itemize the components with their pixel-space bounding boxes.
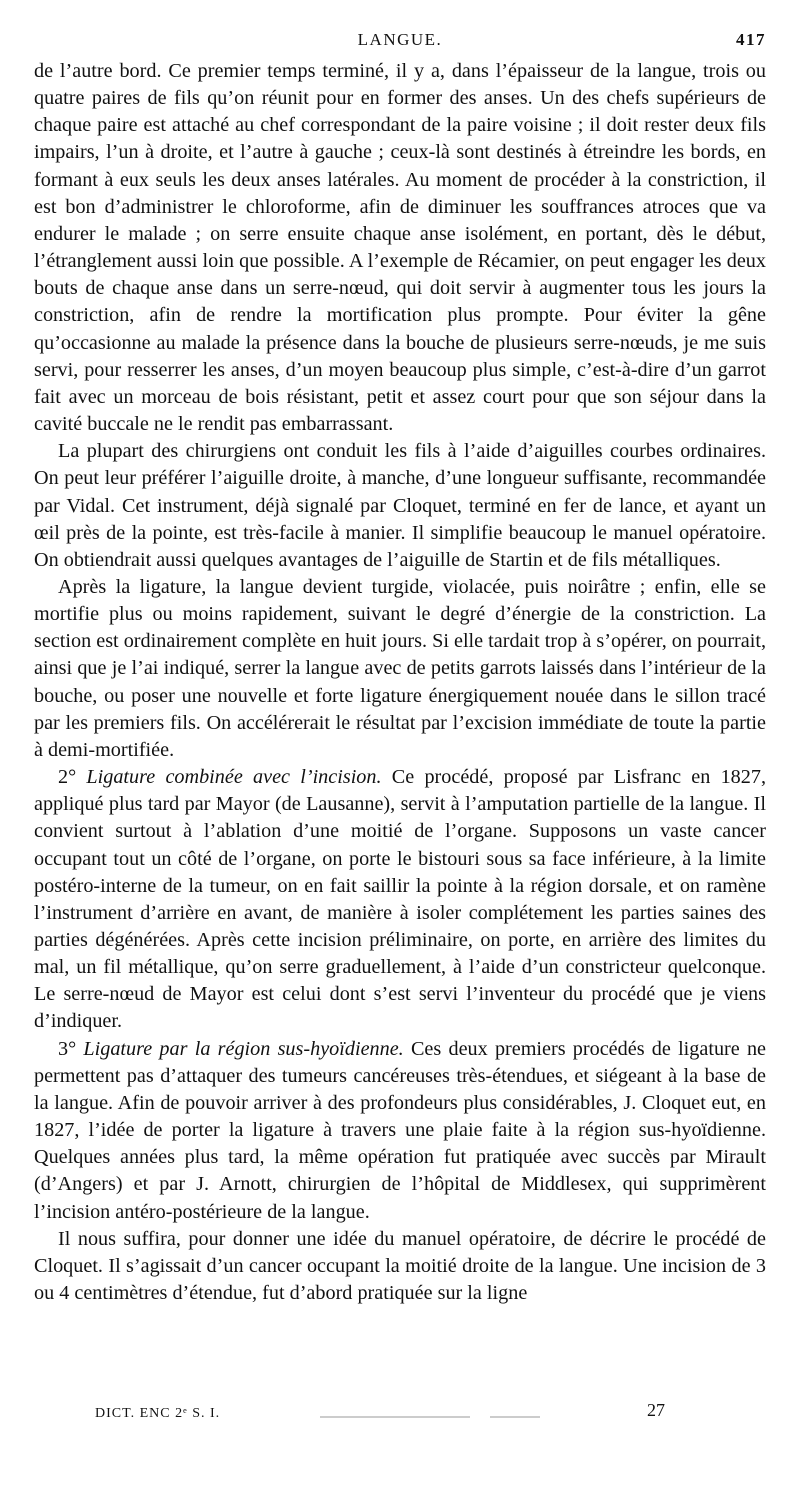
- page-number: 417: [736, 30, 766, 49]
- body-text: [34, 58, 766, 1307]
- running-head: [34, 30, 766, 58]
- paragraph: [34, 58, 766, 438]
- paragraph: [34, 1036, 766, 1226]
- print-smudge: [320, 1416, 470, 1418]
- paragraph: [34, 574, 766, 764]
- paragraph-text: de l’autre bord. Ce premier temps terminé, il y a, dans l’épaisseur de la langue, trois ou quatre paires de fils qu’on réunit pour en former des anses. Un des chefs supérieurs de chaque paire est attaché au chef correspondant de la paire voisine ; il doit rester deux fils impairs, l’un à droite, et l’autre à gauche ; ceux-là sont destinés à étreindre les bords, en formant à eux seuls les deux anses latérales. Au moment de procéder à la constriction, il est bon d’administrer le chloroforme, afin de diminuer les souffrances atroces que va endurer le malade ; on serre ensuite chaque anse isolément, en portant, dès le début, l’étranglement aussi loin que possible. A l’exemple de Récamier, on peut engager les deux bouts de chaque anse dans un serre-nœud, qui doit servir à augmenter tous les jours la constriction, afin de rendre la mortification plus prompte. Pour éviter la gêne qu’occasionne au malade la présence dans la bouche de plusieurs serre-nœuds, je me suis servi, pour resserrer les anses, d’un moyen beaucoup plus simple, c’est-à-dire d’un garrot fait avec un morceau de bois résistant, petit et assez court pour que son séjour dans la cavité buccale ne le rendit pas embarrassant.: [34, 60, 766, 436]
- running-title: LANGUE.: [357, 30, 443, 49]
- paragraph-text: La plupart des chirurgiens ont conduit les fils à l’aide d’aiguilles courbes ordinaires. On peut leur préférer l’aiguille droite, à manche, d’une longueur suffisante, recommandée par Vidal. Cet instrument, déjà signalé par Cloquet, terminé en fer de lance, et ayant un œil près de la pointe, est très-facile à manier. Il simplifie beaucoup le manuel opératoire. On obtiendrait aussi quelques avantages de l’aiguille de Startin et de fils métalliques.: [34, 440, 766, 571]
- paragraph-heading: Ligature combinée avec l’incision.: [86, 766, 382, 789]
- paragraph-text: Après la ligature, la langue devient turgide, violacée, puis noirâtre ; enfin, elle se mortifie plus ou moins rapidement, suivant le degré d’énergie de la constriction. La section est ordinairement complète en huit jours. Si elle tardait trop à s’opérer, on pourrait, ainsi que je l’ai indiqué, serrer la langue avec de petits garrots laissés dans l’intérieur de la bouche, ou poser une nouvelle et forte ligature énergiquement nouée dans le sillon tracé par les premiers fils. On accélérerait le résultat par l’excision immédiate de toute la partie à demi-mortifiée.: [34, 575, 766, 761]
- paragraph: [34, 764, 766, 1036]
- paragraph-text: Ce procédé, proposé par Lisfranc en 1827, appliqué plus tard par Mayor (de Lausanne), servit à l’amputation partielle de la langue. Il convient surtout à l’ablation d’une moitié de l’organe. Supposons un vaste cancer occupant tout un côté de l’organe, on porte le bistouri sous sa face inférieure, à la limite postéro-interne de la tumeur, on en fait saillir la pointe à la région dorsale, et on ramène l’instrument d’arrière en avant, de manière à isoler complétement les parties saines des parties dégénérées. Après cette incision préliminaire, on porte, en arrière des limites du mal, un fil métallique, qu’on serre graduellement, à l’aide d’un constricteur quelconque. Le serre-nœud de Mayor est celui dont s’est servi l’inventeur du procédé que je viens d’indiquer.: [34, 766, 766, 1033]
- paragraph-heading: Ligature par la région sus-hyoïdienne.: [83, 1037, 404, 1060]
- paragraph: [34, 438, 766, 574]
- page-footer: [95, 1400, 680, 1430]
- print-smudge: [490, 1416, 540, 1418]
- signature-number: 27: [647, 1400, 665, 1420]
- paragraph: [34, 1226, 766, 1307]
- paragraph-text: Ces deux premiers procédés de ligature ne permettent pas d’attaquer des tumeurs cancéreuses très-étendues, et siégeant à la base de la langue. Afin de pouvoir arriver à des profondeurs plus considérables, J. Cloquet eut, en 1827, l’idée de porter la ligature à travers une plaie faite à la région sus-hyoïdienne. Quelques années plus tard, la même opération fut pratiquée avec succès par Mirault (d’Angers) et par J. Arnott, chirurgien de l’hôpital de Middlesex, qui supprimèrent l’incision antéro-postérieure de la langue.: [34, 1037, 767, 1223]
- printer-signature: DICT. ENC 2ᵉ S. I.: [95, 1406, 221, 1421]
- paragraph-text: Il nous suffira, pour donner une idée du manuel opératoire, de décrire le procédé de Cloquet. Il s’agissait d’un cancer occupant la moitié droite de la langue. Une incision de 3 ou 4 centimètres d’étendue, fut d’abord pratiquée sur la ligne: [34, 1227, 766, 1305]
- paragraph-text: 3°: [58, 1037, 84, 1060]
- paragraph-text: 2°: [58, 766, 87, 789]
